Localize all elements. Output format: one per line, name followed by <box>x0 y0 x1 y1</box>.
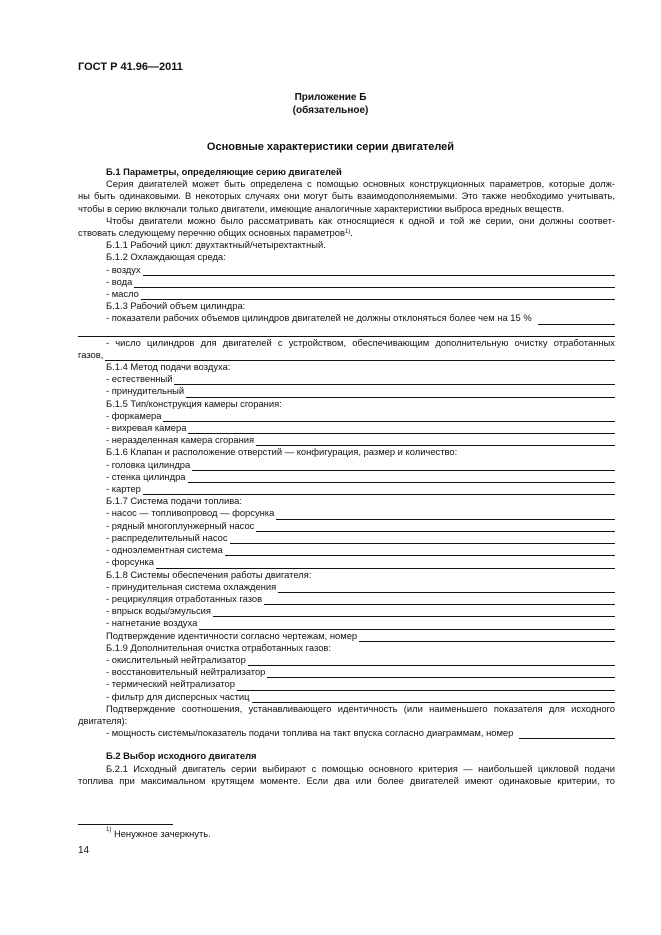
item-label: - форкамера <box>106 409 162 421</box>
fill-line-item <box>78 678 615 690</box>
blank-line <box>156 559 615 569</box>
fill-line-item <box>78 373 615 385</box>
blank-line <box>252 693 615 703</box>
blank-line <box>359 632 615 642</box>
fill-line-item <box>78 727 615 739</box>
blank-line <box>105 351 615 361</box>
subsection-b1-2: Б.1.2 Охлаждающая среда: <box>106 251 226 263</box>
fill-line-item <box>78 385 615 397</box>
appendix-heading <box>0 91 661 117</box>
fill-line-item <box>78 544 615 556</box>
blank-line <box>199 620 615 630</box>
footnote-separator <box>78 824 173 825</box>
paragraph-line: Чтобы двигатели можно было рассматривать как относящиеся к одной и той же серии, они должны соответ- <box>106 214 615 226</box>
item-label: - показатели рабочих объемов цилиндров двигателей не должны отклоняться более чем на 15 % <box>106 312 532 324</box>
fill-line-item <box>78 349 615 361</box>
item-label: - масло <box>106 288 139 300</box>
item-label: - картер <box>106 483 141 495</box>
blank-line <box>78 325 615 337</box>
subsection-b1-1: Б.1.1 Рабочий цикл: двухтактный/четырехтактный. <box>106 239 326 251</box>
blank-line <box>256 436 615 446</box>
fill-line-item <box>78 654 615 666</box>
item-label: - принудительный <box>106 385 185 397</box>
fill-line-item <box>78 617 615 629</box>
subsection-b1-9: Б.1.9 Дополнительная очистка отработанных газов: <box>106 641 331 653</box>
footnote-ref: 1) <box>344 229 351 236</box>
blank-line <box>276 510 615 520</box>
subsection-b1-7: Б.1.7 Система подачи топлива: <box>106 495 242 507</box>
item-label: - вода <box>106 275 133 287</box>
fill-line-item <box>78 666 615 678</box>
item-label: - нагнетание воздуха <box>106 617 198 629</box>
paragraph-text: ствовать следующему перечню общих основных параметров <box>78 227 345 239</box>
standard-designation: ГОСТ Р 41.96—2011 <box>78 61 183 73</box>
blank-line <box>538 315 615 325</box>
fill-line-item <box>78 288 615 300</box>
subsection-b1-3: Б.1.3 Рабочий объем цилиндра: <box>106 300 246 312</box>
fill-line-item <box>78 434 615 446</box>
fill-line-item <box>78 483 615 495</box>
blank-line <box>237 681 615 691</box>
appendix-status: (обязательное) <box>292 105 369 116</box>
paragraph-line: Серия двигателей может быть определена с помощью основных конструкционных параметров, которые долж- <box>106 178 615 190</box>
appendix-title: Приложение Б <box>294 92 367 103</box>
fill-line-item <box>78 581 615 593</box>
item-label: - мощность системы/показатель подачи топлива на такт впуска согласно диаграммам, номер <box>106 727 514 739</box>
blank-line <box>192 461 615 471</box>
fill-line-item <box>78 312 615 324</box>
blank-line <box>256 522 615 532</box>
item-label: - окислительный нейтрализатор <box>106 653 246 665</box>
paragraph-line: топлива при максимальном крутящем моменте. Если два или более двигателей имеют одинаковые критерии, то <box>78 774 615 786</box>
blank-line <box>267 668 615 678</box>
footnote <box>106 828 211 839</box>
item-label: - одноэлементная система <box>106 544 223 556</box>
subsection-b1-4: Б.1.4 Метод подачи воздуха: <box>106 361 231 373</box>
blank-line <box>143 485 615 495</box>
item-label: газов, <box>78 348 104 360</box>
item-label: - рядный многоплунжерный насос <box>106 519 255 531</box>
fill-line-item <box>78 459 615 471</box>
blank-line <box>163 412 615 422</box>
fill-line-item <box>78 471 615 483</box>
item-label: - вихревая камера <box>106 422 187 434</box>
blank-line <box>213 607 615 617</box>
item-label: - распределительный насос <box>106 531 228 543</box>
fill-line-item <box>78 593 615 605</box>
item-label: - головка цилиндра <box>106 458 191 470</box>
item-label: - восстановительный нейтрализатор <box>106 666 266 678</box>
fill-line-item <box>78 410 615 422</box>
blank-line <box>174 375 615 385</box>
item-label: - форсунка <box>106 556 154 568</box>
item-label: - фильтр для дисперсных частиц <box>106 690 250 702</box>
blank-line <box>188 424 615 434</box>
subsection-b1-8: Б.1.8 Системы обеспечения работы двигателя: <box>106 568 312 580</box>
blank-line <box>141 290 615 300</box>
subsection-b1-5: Б.1.5 Тип/конструкция камеры сгорания: <box>106 397 282 409</box>
fill-line-item <box>78 276 615 288</box>
fill-line-item <box>78 605 615 617</box>
fill-line-item <box>78 630 615 642</box>
blank-line <box>519 729 615 739</box>
paragraph-end: . <box>350 227 353 239</box>
item-label: - впрыск воды/эмульсия <box>106 605 211 617</box>
blank-line <box>264 595 615 605</box>
blank-line <box>230 534 615 544</box>
fill-line-item <box>78 532 615 544</box>
item-label: Подтверждение идентичности согласно чертежам, номер <box>106 629 358 641</box>
subsection-b1-6: Б.1.6 Клапан и расположение отверстий — конфигурация, размер и количество: <box>106 446 458 458</box>
fill-line-item <box>78 507 615 519</box>
page-number: 14 <box>78 845 90 856</box>
blank-line <box>248 656 615 666</box>
item-label: - рециркуляция отработанных газов <box>106 592 263 604</box>
fill-line-item <box>78 520 615 532</box>
fill-line-item <box>78 691 615 703</box>
section-b1-heading: Б.1 Параметры, определяющие серию двигателей <box>106 166 342 177</box>
item-label: - термический нейтрализатор <box>106 678 235 690</box>
footnote-mark: 1) <box>106 827 112 833</box>
item-label: - стенка цилиндра <box>106 470 186 482</box>
blank-line <box>188 473 615 483</box>
paragraph-line: чтобы в серию включали только двигатели, имеющие аналогичные характеристики выброса вредных веществ. <box>78 202 565 214</box>
fill-line-item <box>78 556 615 568</box>
document-title: Основные характеристики серии двигателей <box>206 141 455 153</box>
item-label: - естественный <box>106 373 173 385</box>
blank-line <box>143 266 615 276</box>
item-label: - число цилиндров для двигателей с устройством, обеспечивающим дополнительную очистку отработанных <box>106 336 615 348</box>
paragraph-line: двигателя): <box>78 714 128 726</box>
blank-line <box>186 388 615 398</box>
document-body <box>78 166 615 787</box>
fill-line-item <box>78 422 615 434</box>
item-label: - принудительная система охлаждения <box>106 580 277 592</box>
section-spacer <box>78 739 615 750</box>
item-label: - неразделенная камера сгорания <box>106 434 255 446</box>
item-label: - воздух <box>106 263 141 275</box>
item-label: - насос — топливопровод — форсунка <box>106 507 275 519</box>
paragraph-line <box>78 227 615 239</box>
fill-line-item <box>78 264 615 276</box>
paragraph-line: Б.2.1 Исходный двигатель серии выбирают с помощью основного критерия — наибольшей цикловой подачи <box>106 762 615 774</box>
paragraph-line: ны быть одинаковыми. В некоторых случаях они могут быть взаимодополняемыми. Это также необходимо учитывать, <box>78 190 615 202</box>
blank-line <box>134 278 615 288</box>
paragraph-line: Подтверждение соотношения, устанавливающего идентичность (или наименьшего показателя для исходного <box>106 702 615 714</box>
footnote-text: Ненужное зачеркнуть. <box>111 828 211 839</box>
blank-line <box>225 546 615 556</box>
section-b2-heading: Б.2 Выбор исходного двигателя <box>106 750 257 762</box>
blank-line <box>278 583 615 593</box>
